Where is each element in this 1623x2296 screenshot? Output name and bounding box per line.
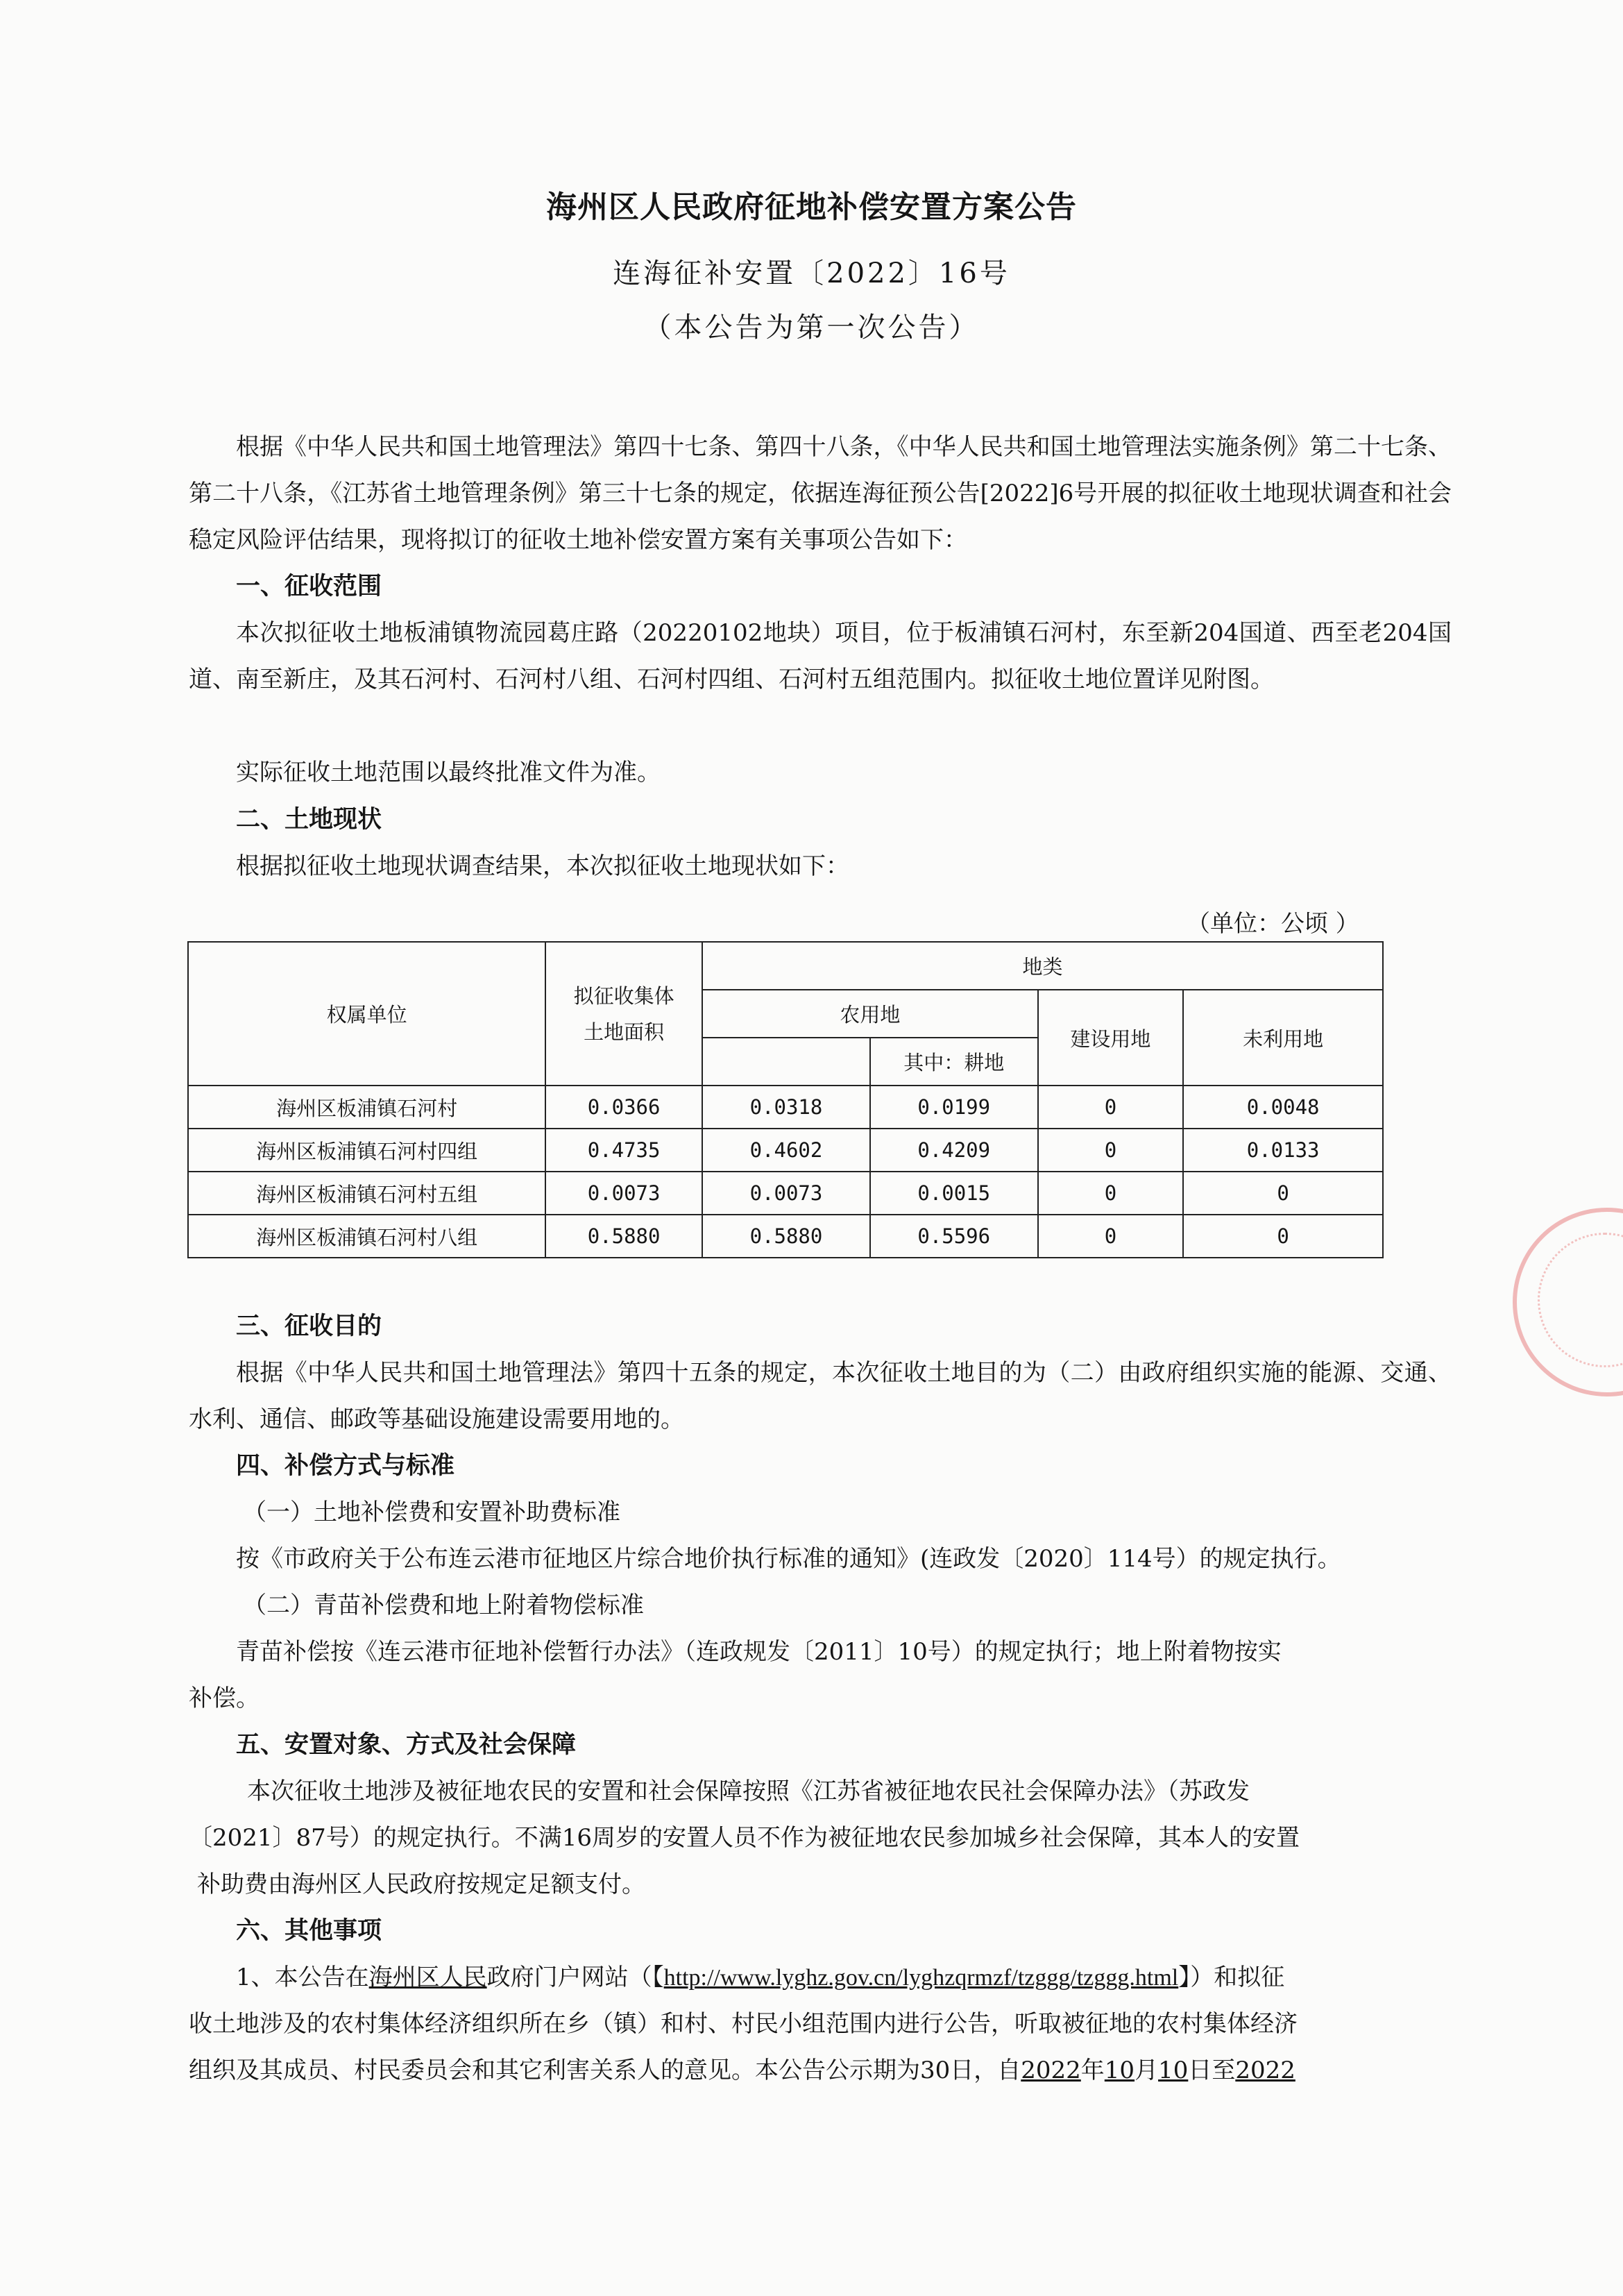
table-unit-label: （单位：公顷 ） [1187,910,1359,938]
subheading-land-compensation: （一）土地补偿费和安置补助费标准 [243,1499,620,1526]
cell-unused: 0 [1183,1172,1383,1215]
cell-cultivated: 0.0015 [870,1172,1038,1215]
table-row [188,1172,1383,1215]
section-heading-land-status: 二、土地现状 [236,806,382,834]
notice-label: （本公告为第一次公告） [643,312,980,344]
cell-area: 0.0366 [545,1086,702,1129]
cell-owner: 海州区板浦镇石河村四组 [188,1129,545,1172]
cell-cultivated: 0.0199 [870,1086,1038,1129]
end-year: 2022 [1235,2057,1295,2084]
crop-compensation-text-cont: 补偿。 [189,1685,260,1712]
cell-construction: 0 [1038,1086,1184,1129]
cell-cultivated: 0.5596 [870,1215,1038,1258]
header-unused: 未利用地 [1183,990,1383,1086]
subheading-crop-compensation: （二）青苗补偿费和地上附着物偿标准 [243,1592,644,1619]
cell-farmland: 0.0318 [702,1086,870,1129]
cell-unused: 0 [1183,1215,1383,1258]
document-title: 海州区人民政府征地补偿安置方案公告 [546,189,1077,225]
table-row [188,1215,1383,1258]
intro-paragraph: 根据《中华人民共和国土地管理法》第四十七条、第四十八条，《中华人民共和国土地管理法实施条例》第二十七条、第二十八条，《江苏省土地管理条例》第三十七条的规定，依据连海征预公告[2022]6号开展的拟征收土地现状调查和社会稳定风险评估结果，现将拟订的征收土地补偿安置方案有关事项公告如下： [189,433,1452,554]
land-status-table [187,941,1384,1258]
scope-note: 实际征收土地范围以最终批准文件为准。 [236,759,661,786]
start-month: 10 [1104,2057,1135,2084]
header-farmland-blank [702,1038,870,1086]
section-heading-other: 六、其他事项 [236,1917,382,1945]
land-compensation-text: 按《市政府关于公布连云港市征地区片综合地价执行标准的通知》(连政发〔2020〕114号）的规定执行。 [236,1545,1341,1573]
cell-farmland: 0.0073 [702,1172,870,1215]
start-day: 10 [1158,2057,1189,2084]
table-row [188,1129,1383,1172]
cell-area: 0.4735 [545,1129,702,1172]
start-year: 2022 [1021,2057,1081,2084]
cell-farmland: 0.5880 [702,1215,870,1258]
other-text-2: 收土地涉及的农村集体经济组织所在乡（镇）和村、村民小组范围内进行公告，听取被征地的农村集体经济 [189,2010,1298,2038]
resettlement-text-2: 〔2021〕87号）的规定执行。不满16周岁的安置人员不作为被征地农民参加城乡社会保障，其本人的安置 [189,1824,1300,1852]
header-farmland: 农用地 [702,990,1038,1038]
cell-construction: 0 [1038,1215,1184,1258]
purpose-paragraph: 根据《中华人民共和国土地管理法》第四十五条的规定，本次征收土地目的为（二）由政府组织实施的能源、交通、水利、通信、邮政等基础设施建设需要用地的。 [189,1359,1452,1433]
document-number: 连海征补安置〔2022〕16号 [613,258,1010,289]
website-name: 海州区人民 [368,1964,487,1991]
cell-area: 0.5880 [545,1215,702,1258]
section-heading-purpose: 三、征收目的 [236,1312,382,1340]
section-heading-scope: 一、征收范围 [236,573,382,600]
section-heading-compensation: 四、补偿方式与标准 [236,1452,455,1480]
header-owner: 权属单位 [188,942,545,1086]
cell-cultivated: 0.4209 [870,1129,1038,1172]
cell-farmland: 0.4602 [702,1129,870,1172]
other-text-3: 组织及其成员、村民委员会和其它利害关系人的意见。本公告公示期为30日，自2022年10月10日至2022 [189,2057,1295,2084]
crop-compensation-text: 青苗补偿按《连云港市征地补偿暂行办法》（连政规发〔2011〕10号）的规定执行；地上附着物按实 [236,1638,1282,1666]
header-construction: 建设用地 [1038,990,1184,1086]
cell-unused: 0.0048 [1183,1086,1383,1129]
cell-owner: 海州区板浦镇石河村 [188,1086,545,1129]
other-text-1: 1、本公告在海州区人民政府门户网站（【http://www.lyghz.gov.cn/lyghzqrmzf/tzggg/tzggg.html】）和拟征 [236,1964,1285,1991]
resettlement-text-3: 补助费由海州区人民政府按规定足额支付。 [197,1871,645,1898]
section-heading-resettlement: 五、安置对象、方式及社会保障 [236,1731,577,1759]
land-status-paragraph: 根据拟征收土地现状调查结果，本次拟征收土地现状如下： [236,852,849,880]
cell-owner: 海州区板浦镇石河村五组 [188,1172,545,1215]
official-seal-icon [1513,1208,1623,1396]
header-area: 拟征收集体土地面积 [545,942,702,1086]
cell-construction: 0 [1038,1172,1184,1215]
cell-area: 0.0073 [545,1172,702,1215]
resettlement-text-1: 本次征收土地涉及被征地农民的安置和社会保障按照《江苏省被征地农民社会保障办法》（苏政发 [247,1778,1250,1805]
cell-construction: 0 [1038,1129,1184,1172]
website-link[interactable]: http://www.lyghz.gov.cn/lyghzqrmzf/tzggg/tzggg.html [663,1965,1179,1991]
table-row [188,1086,1383,1129]
cell-unused: 0.0133 [1183,1129,1383,1172]
cell-owner: 海州区板浦镇石河村八组 [188,1215,545,1258]
header-cultivated: 其中：耕地 [870,1038,1038,1086]
header-land-type: 地类 [702,942,1383,990]
scope-paragraph: 本次拟征收土地板浦镇物流园葛庄路（20220102地块）项目，位于板浦镇石河村，东至新204国道、西至老204国道、南至新庄，及其石河村、石河村八组、石河村四组、石河村五组范围内。拟征收土地位置详见附图。 [189,619,1452,693]
